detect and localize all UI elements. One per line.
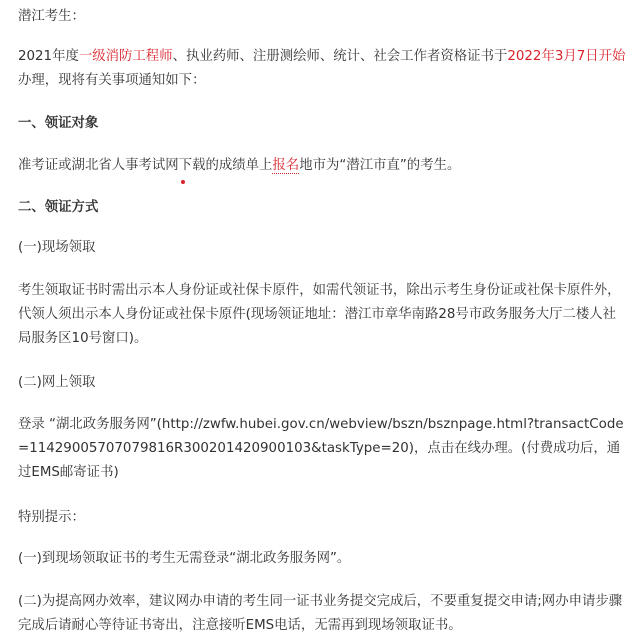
start-date: 2022年3月7日开始 bbox=[507, 49, 626, 64]
section-2a-body: 考生领取证书时需出示本人身份证或社保卡原件，如需代领证书，除出示考生身份证或社保卡原件外，代领人须出示本人身份证或社保卡原件(现场领证地址：潜江市章华南路28号市政务服务大厅二楼人社局服务区10号窗口)。 bbox=[18, 283, 621, 346]
section-2a-title: (一)现场领取 bbox=[18, 240, 96, 255]
tip-2: (二)为提高网办效率，建议网办申请的考生同一证书业务提交完成后，不要重复提交申请;网办申请步骤完成后请耐心等待证书寄出，注意接听EMS电话，无需再到现场领取证书。 bbox=[18, 594, 623, 633]
section-2b-title: (二)网上领取 bbox=[18, 375, 96, 390]
intro-year: 2021年度 bbox=[18, 49, 79, 64]
section-1-title: 一、领证对象 bbox=[18, 116, 99, 131]
tip-1: (一)到现场领取证书的考生无需登录“湖北政务服务网”。 bbox=[18, 551, 351, 566]
section-1-body bbox=[18, 154, 627, 178]
section-2-title: 二、领证方式 bbox=[18, 200, 99, 215]
signup-link[interactable]: 报名 bbox=[272, 158, 300, 173]
spellcheck-dot bbox=[181, 180, 185, 184]
exam-link[interactable]: 一级消防工程师 bbox=[78, 49, 173, 64]
intro-tail: 办理，现将有关事项通知如下： bbox=[18, 73, 206, 88]
intro-mid: 、执业药师、注册测绘师、统计、社会工作者资格证书于 bbox=[172, 49, 508, 64]
intro-paragraph bbox=[18, 45, 627, 93]
tips-title: 特别提示： bbox=[18, 510, 85, 525]
greeting: 潜江考生： bbox=[18, 9, 85, 24]
s1-pre: 准考证或湖北省人事考试网下载的成绩单上 bbox=[18, 158, 273, 173]
section-2b-body: 登录 “湖北政务服务网”(http://zwfw.hubei.gov.cn/webview/bszn/bsznpage.html?transactCode=11429005707079816R300201420900103&taskType=20)，点击在线办理。(付费成功后，通过EMS邮寄证书) bbox=[18, 417, 624, 480]
s1-post: 地市为“潜江市直”的考生。 bbox=[299, 158, 461, 173]
